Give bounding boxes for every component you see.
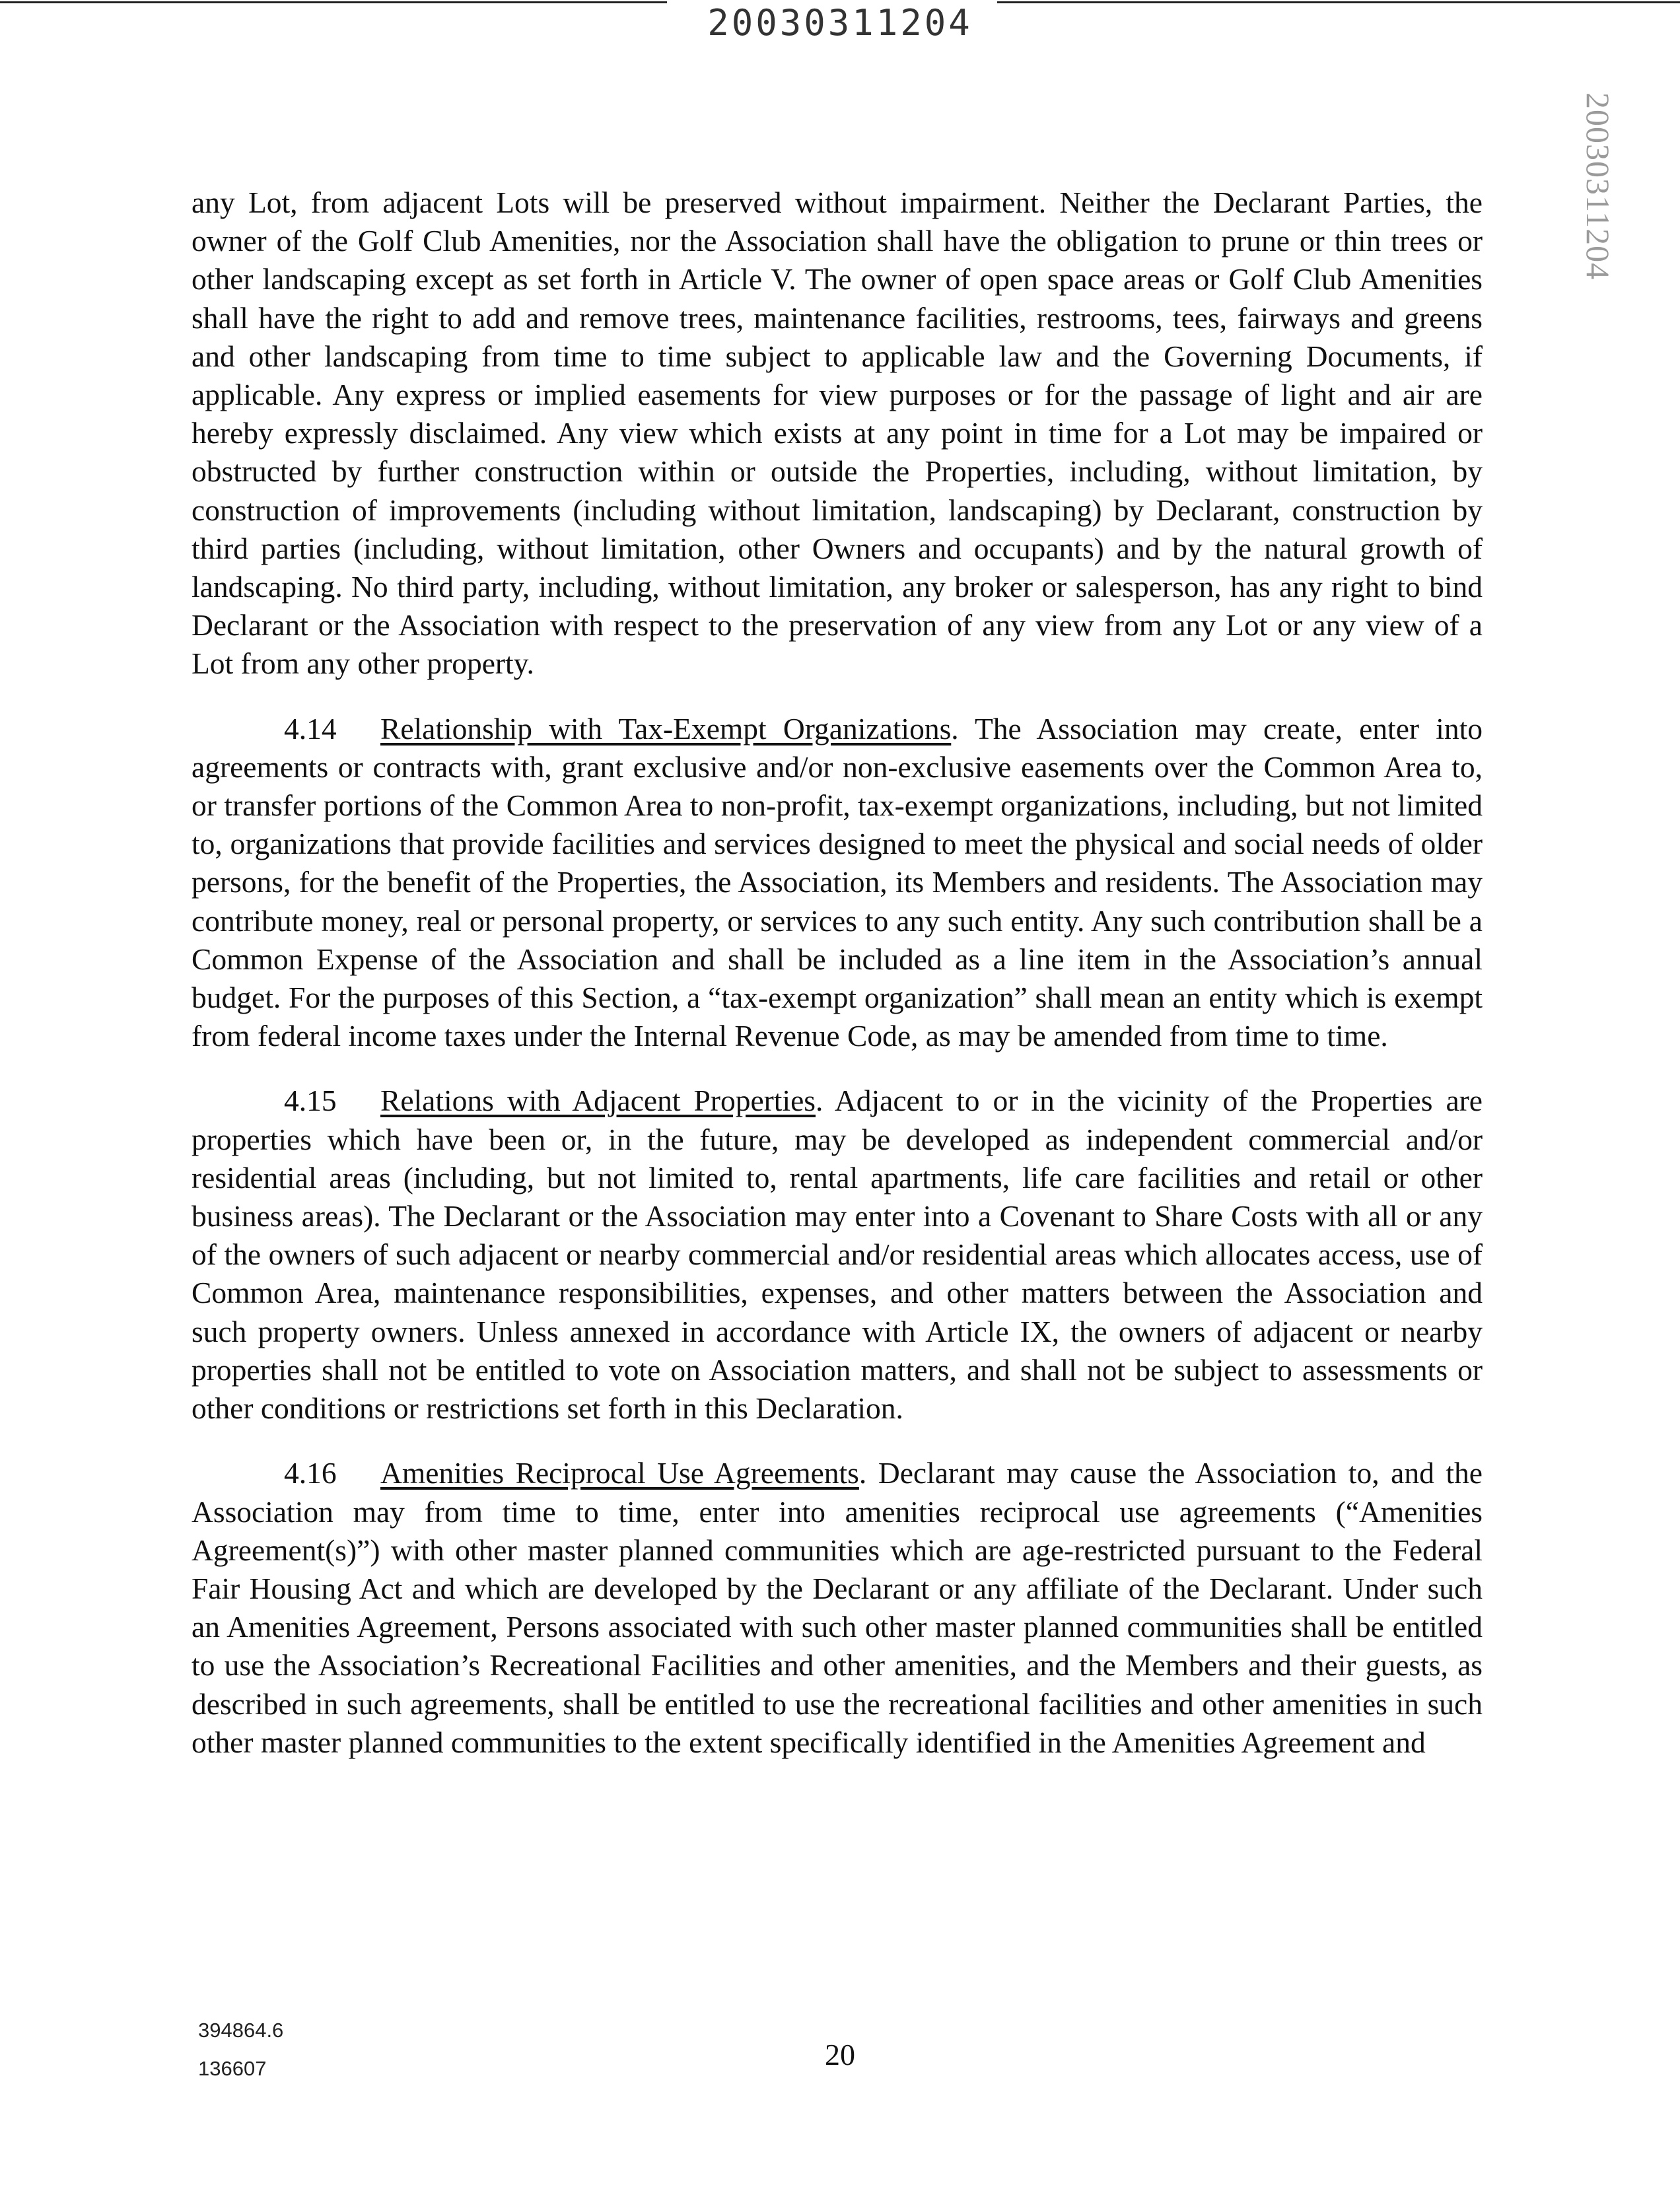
footer-doc-id: 394864.6 — [198, 2019, 284, 2042]
section-text: . Declarant may cause the Association to, and the Association may from time to time, enter into amenities reciprocal use agreements (“Amenities Agreement(s)”) with other master planned communities which are age-restricted pursuant to the Federal Fair Housing Act and which are developed by the Declarant or any affiliate of the Declarant. Under such an Amenities Agreement, Persons associated with such other master planned communities shall be entitled to use the Association’s Recreational Facilities and other amenities, and the Members and their guests, as described in such agreements, shall be entitled to use the recreational facilities and other amenities in such other master planned communities to the extent specifically identified in the Amenities Agreement and — [192, 1456, 1483, 1759]
section-4-15 — [192, 1082, 1483, 1428]
section-heading: Relations with Adjacent Properties — [380, 1084, 816, 1118]
page-number: 20 — [825, 2038, 855, 2071]
section-4-16 — [192, 1454, 1483, 1762]
section-text: . The Association may create, enter into agreements or contracts with, grant exclusive and/or non-exclusive easements over the Common Area to, or transfer portions of the Common Area to non-profit, tax-exempt organizations, including, but not limited to, organizations that provide facilities and services designed to meet the physical and social needs of older persons, for the benefit of the Properties, the Association, its Members and residents. The Association may contribute money, real or personal property, or services to any such entity. Any such contribution shall be a Common Expense of the Association and shall be included as a line item in the Association’s annual budget. For the purposes of this Section, a “tax-exempt organization” shall mean an entity which is exempt from federal income taxes under the Internal Revenue Code, as may be amended from time to time. — [192, 711, 1483, 1053]
document-body — [192, 184, 1483, 1788]
footer-client-number: 136607 — [198, 2057, 267, 2080]
recording-number-header: 20030311204 — [707, 2, 973, 44]
paragraph-continuation — [192, 184, 1483, 683]
section-4-14 — [192, 710, 1483, 1056]
section-number: 4.15 — [284, 1084, 337, 1118]
side-recording-stamp — [1577, 92, 1623, 291]
section-heading: Relationship with Tax-Exempt Organizations — [380, 711, 952, 746]
section-text: . Adjacent to or in the vicinity of the Properties are properties which have been or, in the future, may be developed as independent commercial and/or residential areas (including, but not limited to, rental apartments, life care facilities and retail or other business areas). The Declarant or the Association may enter into a Covenant to Share Costs with all or any of the owners of such adjacent or nearby commercial and/or residential areas which allocates access, use of Common Area, maintenance responsibilities, expenses, and other matters between the Association and such property owners. Unless annexed in accordance with Article IX, the owners of adjacent or nearby properties shall not be entitled to vote on Association matters, and shall not be subject to assessments or other conditions or restrictions set forth in this Declaration. — [192, 1084, 1483, 1426]
side-stamp-text: 20030311204 — [1580, 92, 1617, 281]
paragraph-text: any Lot, from adjacent Lots will be preserved without impairment. Neither the Declarant Parties, the owner of the Golf Club Amenities, nor the Association shall have the obligation to prune or thin trees or other landscaping except as set forth in Article V. The owner of open space areas or Golf Club Amenities shall have the right to add and remove trees, maintenance facilities, restrooms, tees, fairways and greens and other landscaping from time to time subject to applicable law and the Governing Documents, if applicable. Any express or implied easements for view purposes or for the passage of light and air are hereby expressly disclaimed. Any view which exists at any point in time for a Lot may be impaired or obstructed by further construction within or outside the Properties, including, without limitation, by construction of improvements (including without limitation, landscaping) by Declarant, construction by third parties (including, without limitation, other Owners and occupants) and by the natural growth of landscaping. No third party, including, without limitation, any broker or salesperson, has any right to bind Declarant or the Association with respect to the preservation of any view from any Lot or any view of a Lot from any other property. — [192, 186, 1483, 681]
section-number: 4.14 — [284, 711, 337, 746]
section-heading: Amenities Reciprocal Use Agreements — [380, 1456, 859, 1490]
section-number: 4.16 — [284, 1456, 337, 1490]
